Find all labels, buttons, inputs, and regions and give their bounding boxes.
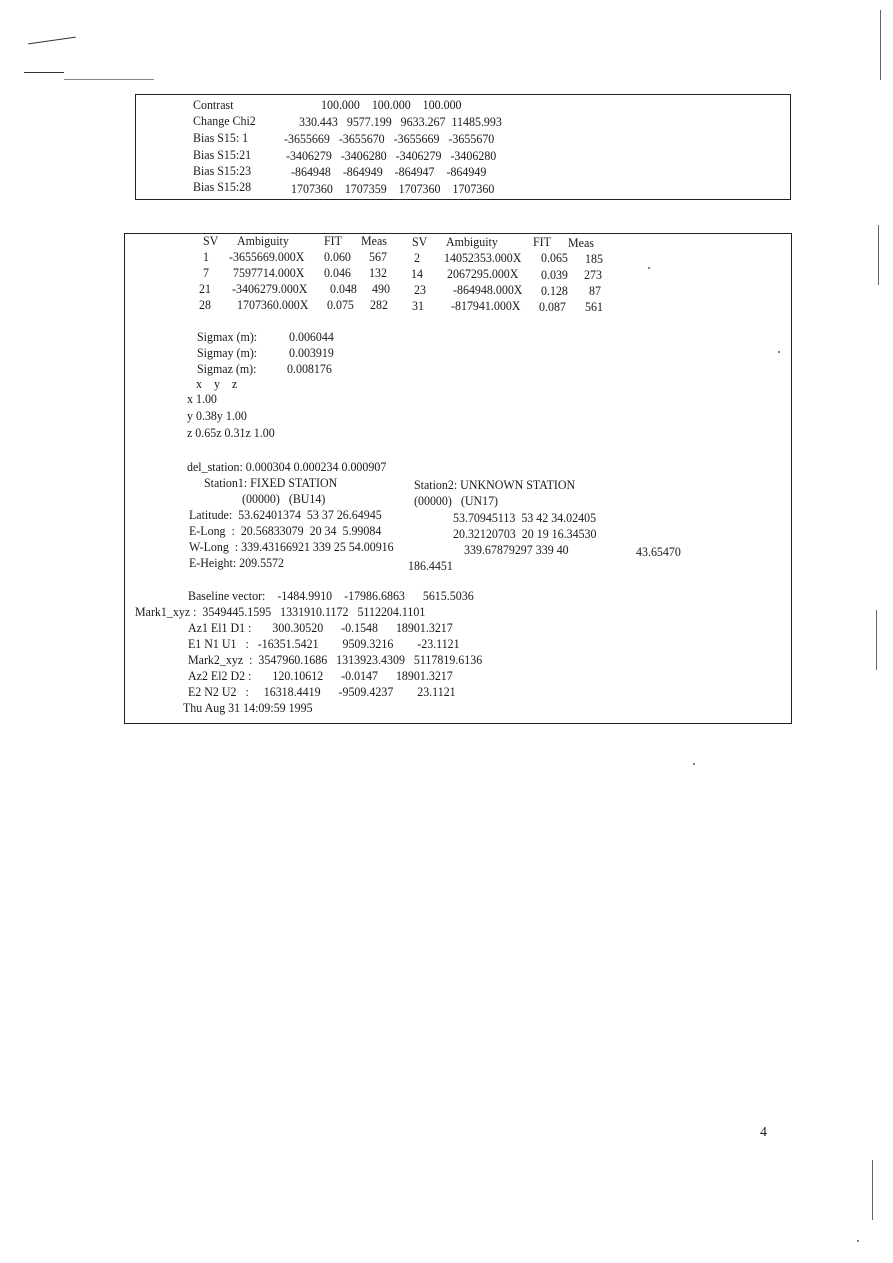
summary-box (135, 94, 791, 200)
table-cell: 0.039 (541, 267, 568, 282)
latitude: Latitude: 53.62401374 53 37 26.64945 (189, 507, 382, 522)
col-header: SV (412, 234, 428, 249)
row-values: 100.000 100.000 100.000 (321, 97, 462, 112)
e-long: E-Long : 20.56833079 20 34 5.99084 (189, 523, 382, 538)
edge-mark (876, 610, 877, 670)
sigma-value: 0.006044 (289, 329, 334, 344)
row-values: -3655669 -3655670 -3655669 -3655670 (284, 131, 495, 146)
correlation-row: x 1.00 (187, 391, 217, 406)
station1-codes: (00000) (BU14) (242, 491, 326, 506)
sigma-value: 0.003919 (289, 345, 334, 360)
w-long-3: 43.65470 (636, 544, 681, 559)
table-cell: 14 (411, 266, 423, 281)
table-cell: 185 (585, 251, 603, 266)
speck (857, 1240, 859, 1242)
mark1-xyz: Mark1_xyz : 3549445.1595 1331910.1172 5112204.1101 (135, 604, 426, 619)
sigma-label: Sigmaz (m): (197, 361, 257, 376)
table-cell: 0.048 (330, 281, 357, 296)
sigma-label: Sigmay (m): (197, 345, 258, 360)
table-cell: 282 (370, 297, 388, 312)
table-cell: 0.075 (327, 297, 354, 312)
table-cell: 2 (414, 250, 420, 265)
table-cell: 23 (414, 282, 426, 297)
az1-el1-d1: Az1 El1 D1 : 300.30520 -0.1548 18901.3217 (188, 620, 453, 635)
page-number: 4 (760, 1125, 767, 1140)
table-cell: 28 (199, 297, 211, 312)
correlation-row: y 0.38y 1.00 (187, 408, 247, 423)
e1-n1-u1: E1 N1 U1 : -16351.5421 9509.3216 -23.1121 (188, 636, 460, 651)
edge-mark (878, 225, 879, 285)
mark2-xyz: Mark2_xyz : 3547960.1686 1313923.4309 5117819.6136 (188, 652, 483, 667)
correlation-header: x y z (196, 376, 238, 391)
table-cell: 2067295.000X (447, 266, 519, 281)
hand-mark (28, 37, 76, 45)
table-cell: 21 (199, 281, 211, 296)
table-cell: 0.060 (324, 249, 351, 264)
table-cell: 7 (203, 265, 209, 280)
col-header: Meas (568, 235, 594, 250)
table-cell: -817941.000X (451, 298, 521, 313)
col-header: Ambiguity (446, 234, 498, 249)
correlation-row: z 0.65z 0.31z 1.00 (187, 425, 275, 440)
del-station: del_station: 0.000304 0.000234 0.000907 (187, 459, 387, 474)
table-cell: 7597714.000X (233, 265, 305, 280)
az2-el2-d2: Az2 El2 D2 : 120.10612 -0.0147 18901.3217 (188, 668, 453, 683)
table-cell: 0.128 (541, 283, 568, 298)
table-cell: 0.046 (324, 265, 351, 280)
table-cell: 1707360.000X (237, 297, 309, 312)
edge-mark (880, 10, 881, 80)
table-cell: 273 (584, 267, 602, 282)
station2-label: Station2: UNKNOWN STATION (414, 477, 576, 492)
table-cell: 567 (369, 249, 387, 264)
table-cell: -864948.000X (453, 282, 523, 297)
table-cell: 14052353.000X (444, 250, 522, 265)
hand-mark (24, 72, 64, 73)
col-header: SV (203, 233, 219, 248)
col-header: FIT (324, 233, 342, 248)
timestamp: Thu Aug 31 14:09:59 1995 (183, 700, 313, 715)
e2-n2-u2: E2 N2 U2 : 16318.4419 -9509.4237 23.1121 (188, 684, 456, 699)
table-cell: -3406279.000X (232, 281, 308, 296)
row-values: -3406279 -3406280 -3406279 -3406280 (286, 148, 497, 163)
speck (693, 763, 695, 765)
station1-label: Station1: FIXED STATION (204, 475, 338, 490)
table-cell: 490 (372, 281, 390, 296)
e-height-2: 186.4451 (408, 558, 453, 573)
row-label: Bias S15:28 (193, 179, 252, 194)
row-label: Bias S15:23 (193, 163, 252, 178)
row-values: -864948 -864949 -864947 -864949 (291, 164, 487, 179)
table-cell: 0.087 (539, 299, 566, 314)
row-label: Bias S15:21 (193, 147, 252, 162)
w-long: W-Long : 339.43166921 339 25 54.00916 (189, 539, 394, 554)
results-box (124, 233, 792, 724)
table-cell: 1 (203, 249, 209, 264)
w-long-2: 339.67879297 339 40 (464, 542, 569, 557)
col-header: Ambiguity (237, 233, 289, 248)
row-values: 330.443 9577.199 9633.267 11485.993 (299, 114, 502, 129)
row-label: Bias S15: 1 (193, 130, 249, 145)
table-cell: 87 (589, 283, 601, 298)
sigma-label: Sigmax (m): (197, 329, 258, 344)
row-label: Contrast (193, 97, 234, 112)
table-cell: 132 (369, 265, 387, 280)
table-cell: -3655669.000X (229, 249, 305, 264)
sigma-value: 0.008176 (287, 361, 332, 376)
col-header: FIT (533, 234, 551, 249)
edge-mark (872, 1160, 873, 1220)
col-header: Meas (361, 233, 387, 248)
hand-mark (64, 79, 154, 80)
row-values: 1707360 1707359 1707360 1707360 (291, 181, 495, 196)
e-long-2: 20.32120703 20 19 16.34530 (453, 526, 597, 541)
table-cell: 0.065 (541, 250, 568, 265)
station2-codes: (00000) (UN17) (414, 493, 499, 508)
e-height: E-Height: 209.5572 (189, 555, 285, 570)
baseline-vector: Baseline vector: -1484.9910 -17986.6863 5615.5036 (188, 588, 474, 603)
table-cell: 561 (585, 299, 603, 314)
row-label: Change Chi2 (193, 113, 256, 128)
latitude-2: 53.70945113 53 42 34.02405 (453, 510, 597, 525)
table-cell: 31 (412, 298, 424, 313)
